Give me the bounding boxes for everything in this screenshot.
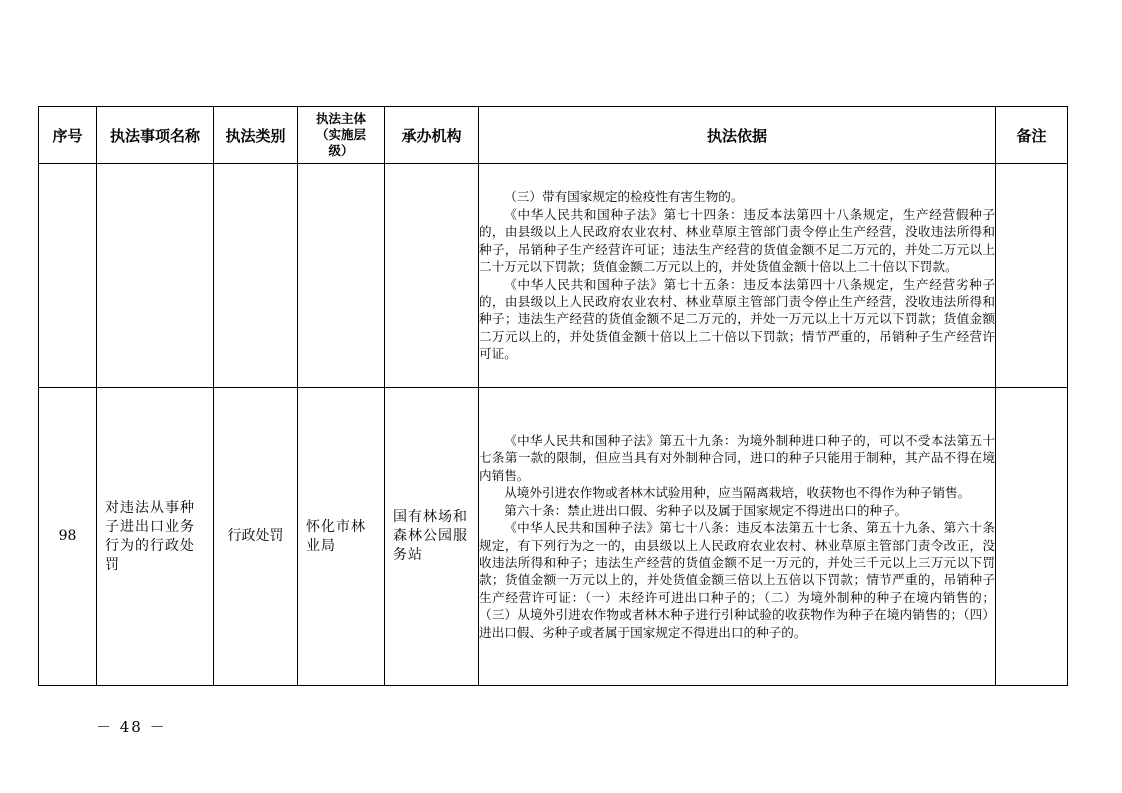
- page-number: － 48 －: [96, 718, 167, 736]
- basis-paragraph: 《中华人民共和国种子法》第七十八条：违反本法第五十七条、第五十九条、第六十条规定，有下列行为之一的，由县级以上人民政府农业农村、林业草原主管部门责令改正，没收违法所得和种子；违法生产经营的货值金额不足一万元的，并处三千元以上三万元以下罚款；货值金额一万元以上的，并处货值金额三倍以上五倍以下罚款；情节严重的，吊销种子生产经营许可证：（一）未经许可进出口种子的；（二）为境外制种的种子在境内销售的；（三）从境外引进农作物或者林木种子进行引种试验的收获物作为种子在境内销售的；（四）进出口假、劣种子或者属于国家规定不得进出口的种子的。: [479, 520, 995, 640]
- header-subject: [298, 107, 385, 164]
- table-row: [39, 388, 1068, 686]
- basis-paragraph: 《中华人民共和国种子法》第五十九条：为境外制种进口种子的，可以不受本法第五十七条第一款的限制，但应当具有对外制种合同，进口的种子只能用于制种，其产品不得在境内销售。: [479, 433, 995, 483]
- header-category: 执法类别: [214, 107, 298, 164]
- header-subject-line1: 执法主体: [315, 111, 366, 126]
- cell-category: [214, 164, 298, 388]
- cell-subject: [298, 388, 385, 686]
- org-text: 国有林场和森林公园服务站: [393, 509, 468, 563]
- cell-category: 行政处罚: [214, 388, 298, 686]
- cell-seq: [39, 164, 97, 388]
- table-header-row: [39, 107, 1068, 164]
- basis-paragraph: 《中华人民共和国种子法》第七十五条：违反本法第四十八条规定，生产经营劣种子的，由县级以上人民政府农业农村、林业草原主管部门责令停止生产经营，没收违法所得和种子；违法生产经营的货值金额不足二万元的，并处一万元以上十万元以下罚款；货值金额二万元以上的，并处货值金额十倍以上二十倍以下罚款；情节严重的，吊销种子生产经营许可证。: [479, 276, 995, 362]
- cell-seq: 98: [39, 388, 97, 686]
- cell-org: [385, 388, 479, 686]
- cell-org: [385, 164, 479, 388]
- subject-text: 怀化市林业局: [306, 518, 366, 554]
- cell-item-name: [97, 388, 214, 686]
- basis-paragraph: 第六十条：禁止进出口假、劣种子以及属于国家规定不得进出口的种子。: [504, 502, 908, 518]
- cell-basis: [479, 164, 996, 388]
- header-remark: 备注: [996, 107, 1068, 164]
- header-seq: 序号: [39, 107, 97, 164]
- header-subject-line2: （实施层: [315, 127, 366, 142]
- basis-paragraph: 从境外引进农作物或者林木试验用种，应当隔离栽培，收获物也不得作为种子销售。: [504, 485, 971, 501]
- table-row: [39, 164, 1068, 388]
- cell-remark: [996, 164, 1068, 388]
- enforcement-table: [38, 106, 1068, 686]
- header-basis: 执法依据: [479, 107, 996, 164]
- header-org: 承办机构: [385, 107, 479, 164]
- cell-subject: [298, 164, 385, 388]
- cell-item-name: [97, 164, 214, 388]
- basis-paragraph: （三）带有国家规定的检疫性有害生物的。: [504, 189, 744, 205]
- cell-remark: [996, 388, 1068, 686]
- item-name-text: 对违法从事种子进出口业务行为的行政处罚: [105, 499, 195, 573]
- basis-paragraph: 《中华人民共和国种子法》第七十四条：违反本法第四十八条规定，生产经营假种子的，由县级以上人民政府农业农村、林业草原主管部门责令停止生产经营，没收违法所得和种子，吊销种子生产经营许可证；违法生产经营的货值金额不足二万元的，并处二万元以上二十万元以下罚款；货值金额二万元以上的，并处货值金额十倍以上二十倍以下罚款。: [479, 206, 995, 275]
- header-item-name: 执法事项名称: [97, 107, 214, 164]
- cell-basis: [479, 388, 996, 686]
- header-subject-line3: 级）: [328, 143, 354, 158]
